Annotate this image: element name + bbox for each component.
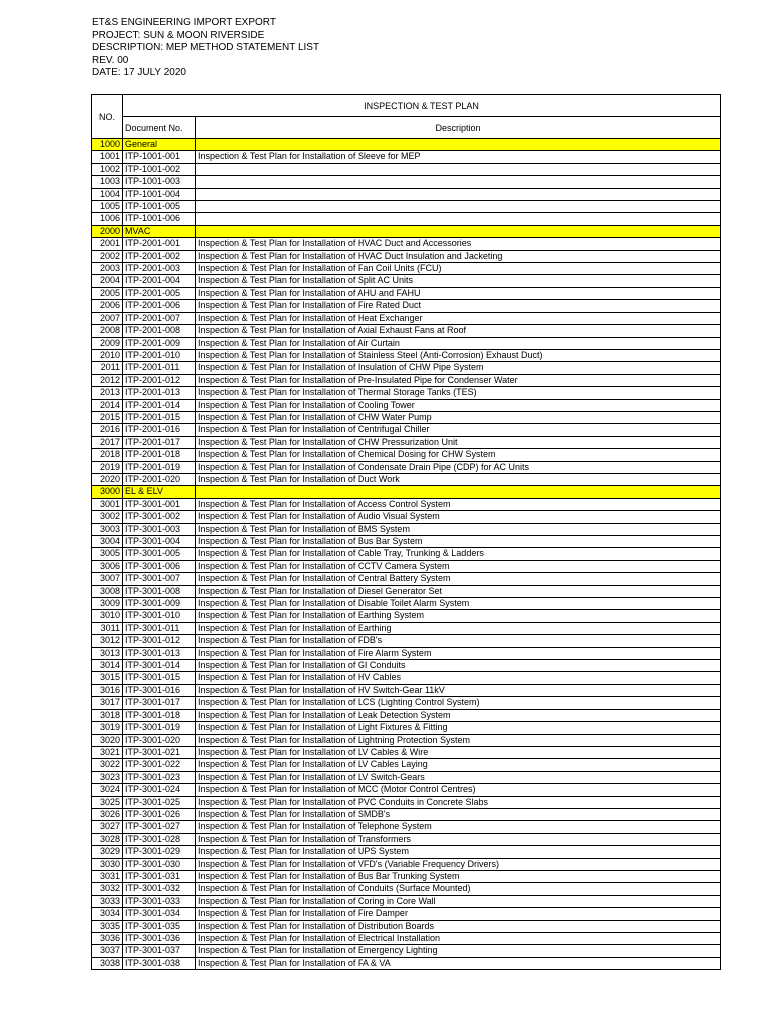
row-description: Inspection & Test Plan for Installation of Duct Work (196, 473, 721, 485)
table-row (92, 709, 721, 721)
document-number: ITP-2001-004 (123, 275, 196, 287)
document-number: ITP-3001-033 (123, 895, 196, 907)
row-description: Inspection & Test Plan for Installation of LV Cables & Wire (196, 746, 721, 758)
row-number: 2013 (92, 387, 123, 399)
row-description: Inspection & Test Plan for Installation of Split AC Units (196, 275, 721, 287)
document-number: ITP-3001-022 (123, 759, 196, 771)
row-description: Inspection & Test Plan for Installation of Heat Exchanger (196, 312, 721, 324)
row-description: Inspection & Test Plan for Installation of Transformers (196, 833, 721, 845)
table-row (92, 647, 721, 659)
table-row (92, 163, 721, 175)
table-row (92, 312, 721, 324)
row-number: 3020 (92, 734, 123, 746)
table-row (92, 374, 721, 386)
row-number: 2006 (92, 300, 123, 312)
row-number: 3011 (92, 622, 123, 634)
row-number: 3022 (92, 759, 123, 771)
row-number: 3000 (92, 486, 123, 498)
document-number: ITP-2001-020 (123, 473, 196, 485)
document-number: ITP-2001-002 (123, 250, 196, 262)
row-description: Inspection & Test Plan for Installation of Insulation of CHW Pipe System (196, 362, 721, 374)
row-description: Inspection & Test Plan for Installation of CHW Water Pump (196, 411, 721, 423)
document-number: ITP-2001-008 (123, 325, 196, 337)
row-number: 3038 (92, 957, 123, 969)
document-number: ITP-3001-021 (123, 746, 196, 758)
row-description: Inspection & Test Plan for Installation of Distribution Boards (196, 920, 721, 932)
row-number: 2014 (92, 399, 123, 411)
row-description: Inspection & Test Plan for Installation of Fan Coil Units (FCU) (196, 263, 721, 275)
document-number: ITP-3001-009 (123, 598, 196, 610)
project-line: PROJECT: SUN & MOON RIVERSIDE (92, 29, 265, 41)
row-number: 3015 (92, 672, 123, 684)
document-number: ITP-1001-001 (123, 151, 196, 163)
row-number: 2015 (92, 411, 123, 423)
row-description: Inspection & Test Plan for Installation of FDB's (196, 635, 721, 647)
row-description: Inspection & Test Plan for Installation of Centrifugal Chiller (196, 424, 721, 436)
document-number: ITP-3001-015 (123, 672, 196, 684)
document-number: ITP-3001-032 (123, 883, 196, 895)
row-number: 2016 (92, 424, 123, 436)
table-row (92, 771, 721, 783)
document-number: ITP-3001-030 (123, 858, 196, 870)
row-number: 2004 (92, 275, 123, 287)
row-number: 3002 (92, 511, 123, 523)
table-row (92, 560, 721, 572)
table-row (92, 399, 721, 411)
row-number: 3029 (92, 846, 123, 858)
row-description: Inspection & Test Plan for Installation of Bus Bar Trunking System (196, 870, 721, 882)
document-number: ITP-3001-011 (123, 622, 196, 634)
table-row (92, 337, 721, 349)
table-row (92, 622, 721, 634)
document-number: ITP-3001-012 (123, 635, 196, 647)
table-row (92, 213, 721, 225)
table-row (92, 411, 721, 423)
document-number: ITP-3001-018 (123, 709, 196, 721)
row-description: Inspection & Test Plan for Installation of BMS System (196, 523, 721, 535)
row-number: 3003 (92, 523, 123, 535)
document-number: ITP-3001-017 (123, 697, 196, 709)
itp-table (91, 94, 721, 970)
row-number: 3007 (92, 573, 123, 585)
table-row (92, 176, 721, 188)
row-number: 2020 (92, 473, 123, 485)
row-number: 3018 (92, 709, 123, 721)
row-number: 1005 (92, 201, 123, 213)
row-description: Inspection & Test Plan for Installation of HV Cables (196, 672, 721, 684)
row-description (196, 188, 721, 200)
table-row (92, 473, 721, 485)
row-number: 3009 (92, 598, 123, 610)
document-header (92, 17, 319, 80)
document-number: ITP-3001-025 (123, 796, 196, 808)
section-row (92, 139, 721, 151)
row-number: 3021 (92, 746, 123, 758)
row-number: 1000 (92, 139, 123, 151)
document-number: ITP-2001-007 (123, 312, 196, 324)
row-description: Inspection & Test Plan for Installation of Disable Toilet Alarm System (196, 598, 721, 610)
table-row (92, 263, 721, 275)
table-row (92, 672, 721, 684)
table-row (92, 250, 721, 262)
row-description (196, 163, 721, 175)
row-description: Inspection & Test Plan for Installation of Electrical Installation (196, 933, 721, 945)
document-number: ITP-2001-001 (123, 238, 196, 250)
document-number: ITP-2001-012 (123, 374, 196, 386)
row-description: Inspection & Test Plan for Installation of UPS System (196, 846, 721, 858)
row-number: 3017 (92, 697, 123, 709)
table-row (92, 957, 721, 969)
table-row (92, 201, 721, 213)
row-description: Inspection & Test Plan for Installation of Axial Exhaust Fans at Roof (196, 325, 721, 337)
document-number: ITP-3001-038 (123, 957, 196, 969)
document-number: ITP-3001-004 (123, 536, 196, 548)
document-number: ITP-3001-013 (123, 647, 196, 659)
document-number: ITP-3001-026 (123, 808, 196, 820)
row-description: Inspection & Test Plan for Installation of LCS (Lighting Control System) (196, 697, 721, 709)
row-number: 3033 (92, 895, 123, 907)
document-number: ITP-2001-009 (123, 337, 196, 349)
row-description: Inspection & Test Plan for Installation of VFD's (Variable Frequency Drivers) (196, 858, 721, 870)
row-number: 3016 (92, 684, 123, 696)
table-row (92, 151, 721, 163)
document-number: ITP-3001-007 (123, 573, 196, 585)
document-number: ITP-2001-010 (123, 349, 196, 361)
table-row (92, 858, 721, 870)
row-description: Inspection & Test Plan for Installation of Conduits (Surface Mounted) (196, 883, 721, 895)
row-description (196, 176, 721, 188)
document-number: ITP-3001-005 (123, 548, 196, 560)
table-row (92, 895, 721, 907)
company-name: ET&S ENGINEERING IMPORT EXPORT (92, 17, 276, 28)
table-row (92, 610, 721, 622)
row-number: 3023 (92, 771, 123, 783)
document-number: ITP-3001-036 (123, 933, 196, 945)
row-description (196, 139, 721, 151)
table-row (92, 920, 721, 932)
row-number: 2009 (92, 337, 123, 349)
table-row (92, 238, 721, 250)
row-number: 3004 (92, 536, 123, 548)
row-description: Inspection & Test Plan for Installation of Central Battery System (196, 573, 721, 585)
row-number: 2018 (92, 449, 123, 461)
document-number: ITP-2001-014 (123, 399, 196, 411)
row-description: Inspection & Test Plan for Installation of LV Switch-Gears (196, 771, 721, 783)
table-row (92, 424, 721, 436)
table-row (92, 808, 721, 820)
table-row (92, 684, 721, 696)
row-description: Inspection & Test Plan for Installation of HV Switch-Gear 11kV (196, 684, 721, 696)
document-number: ITP-3001-010 (123, 610, 196, 622)
document-number: ITP-3001-029 (123, 846, 196, 858)
document-number: ITP-3001-034 (123, 908, 196, 920)
row-description: Inspection & Test Plan for Installation of LV Cables Laying (196, 759, 721, 771)
row-number: 3035 (92, 920, 123, 932)
row-description: Inspection & Test Plan for Installation of CHW Pressurization Unit (196, 436, 721, 448)
row-description: Inspection & Test Plan for Installation of Pre-Insulated Pipe for Condenser Water (196, 374, 721, 386)
row-description: Inspection & Test Plan for Installation of Fire Alarm System (196, 647, 721, 659)
row-description: Inspection & Test Plan for Installation of Audio Visual System (196, 511, 721, 523)
row-number: 1001 (92, 151, 123, 163)
row-number: 1002 (92, 163, 123, 175)
table-row (92, 523, 721, 535)
document-number: ITP-3001-037 (123, 945, 196, 957)
table-row (92, 548, 721, 560)
row-description: Inspection & Test Plan for Installation of Diesel Generator Set (196, 585, 721, 597)
table-row (92, 598, 721, 610)
row-number: 3031 (92, 870, 123, 882)
row-number: 2001 (92, 238, 123, 250)
no-column-header: NO. (92, 95, 123, 139)
table-row (92, 511, 721, 523)
row-number: 3019 (92, 722, 123, 734)
table-row (92, 784, 721, 796)
row-description (196, 201, 721, 213)
document-number: ITP-1001-003 (123, 176, 196, 188)
revision-line: REV. 00 (92, 54, 129, 66)
table-row (92, 722, 721, 734)
row-description: Inspection & Test Plan for Installation of Telephone System (196, 821, 721, 833)
document-number: ITP-3001-002 (123, 511, 196, 523)
table-row (92, 585, 721, 597)
document-number: ITP-1001-004 (123, 188, 196, 200)
row-description: Inspection & Test Plan for Installation of Lightning Protection System (196, 734, 721, 746)
document-number: ITP-2001-016 (123, 424, 196, 436)
table-row (92, 883, 721, 895)
document-number: ITP-3001-024 (123, 784, 196, 796)
document-number: ITP-2001-006 (123, 300, 196, 312)
row-number: 3037 (92, 945, 123, 957)
row-description: Inspection & Test Plan for Installation of Earthing System (196, 610, 721, 622)
plan-header: INSPECTION & TEST PLAN (123, 95, 721, 117)
row-number: 1006 (92, 213, 123, 225)
row-description: Inspection & Test Plan for Installation of Coring in Core Wall (196, 895, 721, 907)
document-number: ITP-3001-035 (123, 920, 196, 932)
row-description: Inspection & Test Plan for Installation of Light Fixtures & Fitting (196, 722, 721, 734)
row-description: Inspection & Test Plan for Installation of HVAC Duct Insulation and Jacketing (196, 250, 721, 262)
document-number: ITP-3001-019 (123, 722, 196, 734)
row-description (196, 213, 721, 225)
row-description: Inspection & Test Plan for Installation of Stainless Steel (Anti-Corrosion) Exhaust Duct) (196, 349, 721, 361)
row-number: 3026 (92, 808, 123, 820)
table-row (92, 461, 721, 473)
table-row (92, 796, 721, 808)
row-description: Inspection & Test Plan for Installation of CCTV Camera System (196, 560, 721, 572)
document-number: ITP-3001-023 (123, 771, 196, 783)
row-description: Inspection & Test Plan for Installation of Condensate Drain Pipe (CDP) for AC Units (196, 461, 721, 473)
table-row (92, 300, 721, 312)
row-number: 3014 (92, 660, 123, 672)
row-number: 3010 (92, 610, 123, 622)
section-row (92, 225, 721, 237)
table-row (92, 387, 721, 399)
table-row (92, 933, 721, 945)
document-number: ITP-3001-014 (123, 660, 196, 672)
row-number: 3024 (92, 784, 123, 796)
document-number: ITP-2001-005 (123, 287, 196, 299)
table-row (92, 945, 721, 957)
document-number: ITP-3001-027 (123, 821, 196, 833)
row-description: Inspection & Test Plan for Installation of GI Conduits (196, 660, 721, 672)
document-number: ITP-3001-001 (123, 498, 196, 510)
row-number: 2017 (92, 436, 123, 448)
row-description: Inspection & Test Plan for Installation of Leak Detection System (196, 709, 721, 721)
document-number: EL & ELV (123, 486, 196, 498)
row-number: 3006 (92, 560, 123, 572)
table-row (92, 821, 721, 833)
row-number: 3012 (92, 635, 123, 647)
table-row (92, 362, 721, 374)
row-number: 3025 (92, 796, 123, 808)
document-number: ITP-2001-003 (123, 263, 196, 275)
row-number: 3032 (92, 883, 123, 895)
table-row (92, 436, 721, 448)
document-number: ITP-2001-011 (123, 362, 196, 374)
document-number: ITP-2001-013 (123, 387, 196, 399)
row-description (196, 486, 721, 498)
document-number: ITP-3001-003 (123, 523, 196, 535)
row-number: 3027 (92, 821, 123, 833)
row-number: 2007 (92, 312, 123, 324)
row-number: 2008 (92, 325, 123, 337)
description-line: DESCRIPTION: MEP METHOD STATEMENT LIST (92, 42, 320, 54)
date-line: DATE: 17 JULY 2020 (92, 67, 186, 79)
document-number: ITP-3001-006 (123, 560, 196, 572)
table-row (92, 573, 721, 585)
row-number: 2019 (92, 461, 123, 473)
row-number: 3008 (92, 585, 123, 597)
table-row (92, 846, 721, 858)
table-row (92, 746, 721, 758)
table-row (92, 449, 721, 461)
row-description: Inspection & Test Plan for Installation of Air Curtain (196, 337, 721, 349)
table-row (92, 325, 721, 337)
row-number: 3034 (92, 908, 123, 920)
row-number: 2011 (92, 362, 123, 374)
row-number: 2003 (92, 263, 123, 275)
row-number: 3005 (92, 548, 123, 560)
document-number: MVAC (123, 225, 196, 237)
table-row (92, 287, 721, 299)
table-row (92, 536, 721, 548)
document-no-header: Document No. (123, 117, 196, 139)
row-description: Inspection & Test Plan for Installation of MCC (Motor Control Centres) (196, 784, 721, 796)
row-description: Inspection & Test Plan for Installation of Cooling Tower (196, 399, 721, 411)
row-number: 1003 (92, 176, 123, 188)
document-number: ITP-2001-017 (123, 436, 196, 448)
document-number: ITP-2001-015 (123, 411, 196, 423)
row-description: Inspection & Test Plan for Installation of FA & VA (196, 957, 721, 969)
table-row (92, 759, 721, 771)
document-number: ITP-3001-008 (123, 585, 196, 597)
row-number: 2002 (92, 250, 123, 262)
row-description: Inspection & Test Plan for Installation of Sleeve for MEP (196, 151, 721, 163)
table-row (92, 734, 721, 746)
document-number: ITP-2001-018 (123, 449, 196, 461)
row-description (196, 225, 721, 237)
row-description: Inspection & Test Plan for Installation of Earthing (196, 622, 721, 634)
row-description: Inspection & Test Plan for Installation of AHU and FAHU (196, 287, 721, 299)
document-number: ITP-1001-005 (123, 201, 196, 213)
row-number: 3030 (92, 858, 123, 870)
table-row (92, 908, 721, 920)
document-number: General (123, 139, 196, 151)
row-description: Inspection & Test Plan for Installation of Emergency Lighting (196, 945, 721, 957)
row-description: Inspection & Test Plan for Installation of SMDB's (196, 808, 721, 820)
row-description: Inspection & Test Plan for Installation of Bus Bar System (196, 536, 721, 548)
document-number: ITP-3001-028 (123, 833, 196, 845)
row-description: Inspection & Test Plan for Installation of Fire Damper (196, 908, 721, 920)
table-row (92, 188, 721, 200)
row-number: 2010 (92, 349, 123, 361)
row-description: Inspection & Test Plan for Installation of HVAC Duct and Accessories (196, 238, 721, 250)
row-description: Inspection & Test Plan for Installation of Access Control System (196, 498, 721, 510)
row-number: 3001 (92, 498, 123, 510)
row-number: 2005 (92, 287, 123, 299)
row-number: 3013 (92, 647, 123, 659)
table-row (92, 833, 721, 845)
row-description: Inspection & Test Plan for Installation of Fire Rated Duct (196, 300, 721, 312)
row-number: 2000 (92, 225, 123, 237)
document-number: ITP-2001-019 (123, 461, 196, 473)
section-row (92, 486, 721, 498)
row-description: Inspection & Test Plan for Installation of Cable Tray, Trunking & Ladders (196, 548, 721, 560)
table-row (92, 870, 721, 882)
document-number: ITP-3001-020 (123, 734, 196, 746)
table-row (92, 660, 721, 672)
document-number: ITP-3001-016 (123, 684, 196, 696)
row-number: 2012 (92, 374, 123, 386)
document-number: ITP-1001-002 (123, 163, 196, 175)
document-number: ITP-3001-031 (123, 870, 196, 882)
table-row (92, 635, 721, 647)
table-row (92, 349, 721, 361)
row-description: Inspection & Test Plan for Installation of Thermal Storage Tanks (TES) (196, 387, 721, 399)
table-row (92, 498, 721, 510)
row-description: Inspection & Test Plan for Installation of PVC Conduits in Concrete Slabs (196, 796, 721, 808)
row-number: 1004 (92, 188, 123, 200)
document-number: ITP-1001-006 (123, 213, 196, 225)
table-row (92, 697, 721, 709)
itp-table-body (92, 139, 721, 970)
description-header: Description (196, 117, 721, 139)
table-row (92, 275, 721, 287)
row-number: 3028 (92, 833, 123, 845)
row-number: 3036 (92, 933, 123, 945)
row-description: Inspection & Test Plan for Installation of Chemical Dosing for CHW System (196, 449, 721, 461)
